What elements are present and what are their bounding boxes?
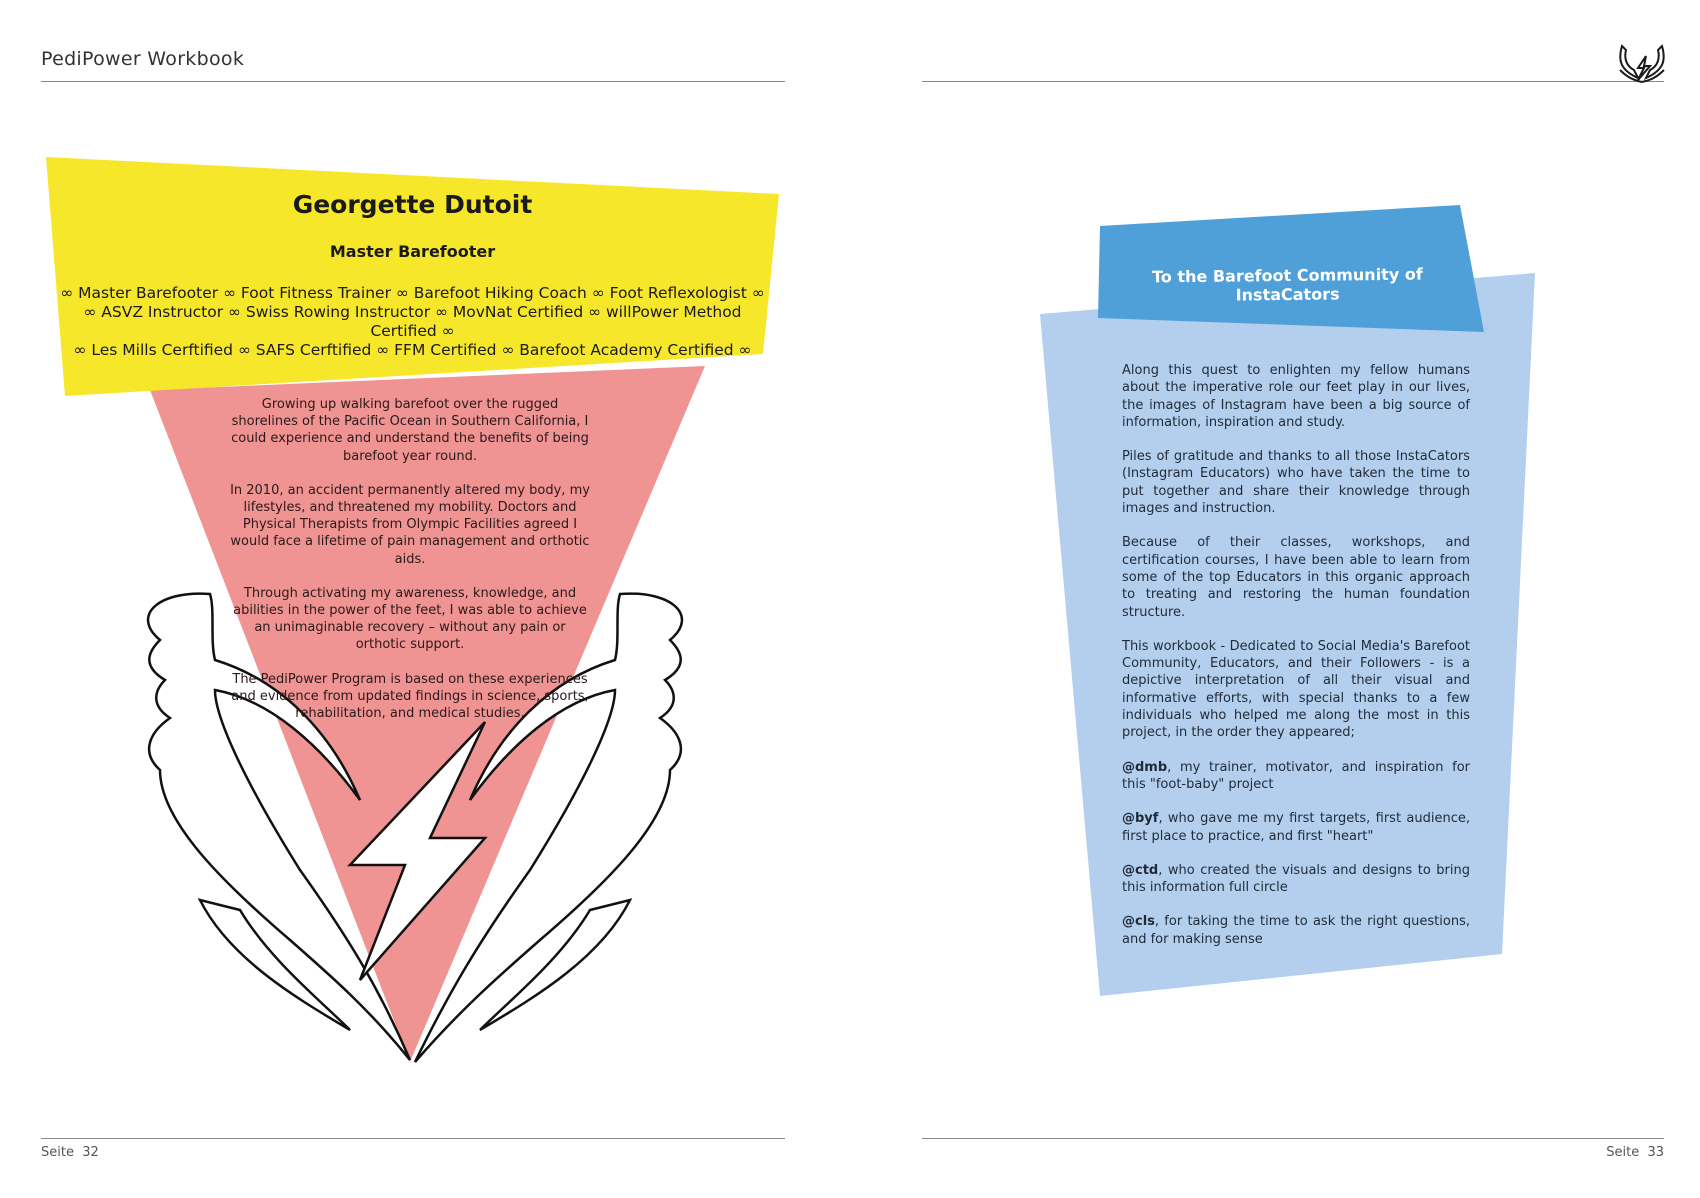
thanks-item [1122, 913, 1470, 948]
page-number-right: Seite 33 [1606, 1145, 1664, 1160]
credentials-line: ∞ ASVZ Instructor ∞ Swiss Rowing Instructor ∞ MovNat Certified ∞ willPower Method Certified ∞ [83, 303, 742, 340]
bio-paragraph: Growing up walking barefoot over the rugged shorelines of the Pacific Ocean in Southern California, I could experience and understand the benefits of being barefoot year round. [231, 397, 589, 464]
thanks-handle: @byf [1122, 811, 1159, 827]
body-paragraph: Piles of gratitude and thanks to all those InstaCators (Instagram Educators) who have taken the time to put together and share their knowledge through images and instruction. [1122, 449, 1470, 517]
author-bio [230, 396, 590, 739]
body-paragraph: Because of their classes, workshops, and certification courses, I have been able to learn from some of the top Educators in this organic approach to treating and restoring the human foundation structure. [1122, 535, 1470, 620]
thanks-item [1122, 862, 1470, 897]
workbook-title: PediPower Workbook [41, 48, 245, 70]
community-body [1122, 362, 1470, 965]
winged-lightning-logo [1620, 46, 1664, 82]
bio-paragraph: In 2010, an accident permanently altered my body, my lifestyles, and threatened my mobility. Doctors and Physical Therapists from Olympic Facilities agreed I would face a lifetime of pain management and orthotic aids. [230, 482, 590, 567]
author-role: Master Barefooter [329, 242, 496, 261]
thanks-handle: @ctd [1122, 862, 1159, 878]
community-title: To the Barefoot Community of InstaCators [1151, 264, 1423, 305]
footer-rule-right [922, 1138, 1664, 1139]
thanks-handle: @cls [1122, 914, 1155, 930]
thanks-text: , my trainer, motivator, and inspiration for this "foot-baby" project [1122, 759, 1470, 792]
bio-paragraph: Through activating my awareness, knowledge, and abilities in the power of the feet, I was able to achieve an unimaginable recovery – without any pain or orthotic support. [233, 585, 587, 653]
thanks-item [1122, 810, 1470, 845]
body-paragraph: Along this quest to enlighten my fellow humans about the imperative role our feet play in our lives, the images of Instagram have been a big source of information, inspiration and study. [1122, 363, 1470, 430]
footer-rule-left [41, 1138, 785, 1139]
thanks-handle: @dmb [1122, 759, 1168, 775]
thanks-text: , for taking the time to ask the right questions, and for making sense [1122, 914, 1470, 947]
thanks-item [1122, 759, 1470, 794]
author-name: Georgette Dutoit [292, 190, 533, 219]
thanks-text: , who gave me my first targets, first audience, first place to practice, and first "heart" [1122, 811, 1470, 844]
credentials-line: ∞ Les Mills Cerftified ∞ SAFS Cerftified ∞ FFM Certified ∞ Barefoot Academy Certified ∞ [73, 341, 752, 359]
credentials-list [60, 284, 765, 360]
credentials-line: ∞ Master Barefooter ∞ Foot Fitness Trainer ∞ Barefoot Hiking Coach ∞ Foot Reflexologist ∞ [60, 284, 765, 302]
thanks-text: , who created the visuals and designs to bring this information full circle [1122, 862, 1470, 896]
bio-paragraph: The PediPower Program is based on these experiences and evidence from updated findings in science, sports, rehabilitation, and medical studies. [231, 671, 589, 722]
body-paragraph: This workbook - Dedicated to Social Media's Barefoot Community, Educators, and their Followers - is a depictive interpretation of all their visual and informative efforts, with special thanks to a few individuals who helped me along the most in this project, in the order they appeared; [1122, 638, 1470, 741]
page-number-left: Seite 32 [41, 1145, 99, 1160]
